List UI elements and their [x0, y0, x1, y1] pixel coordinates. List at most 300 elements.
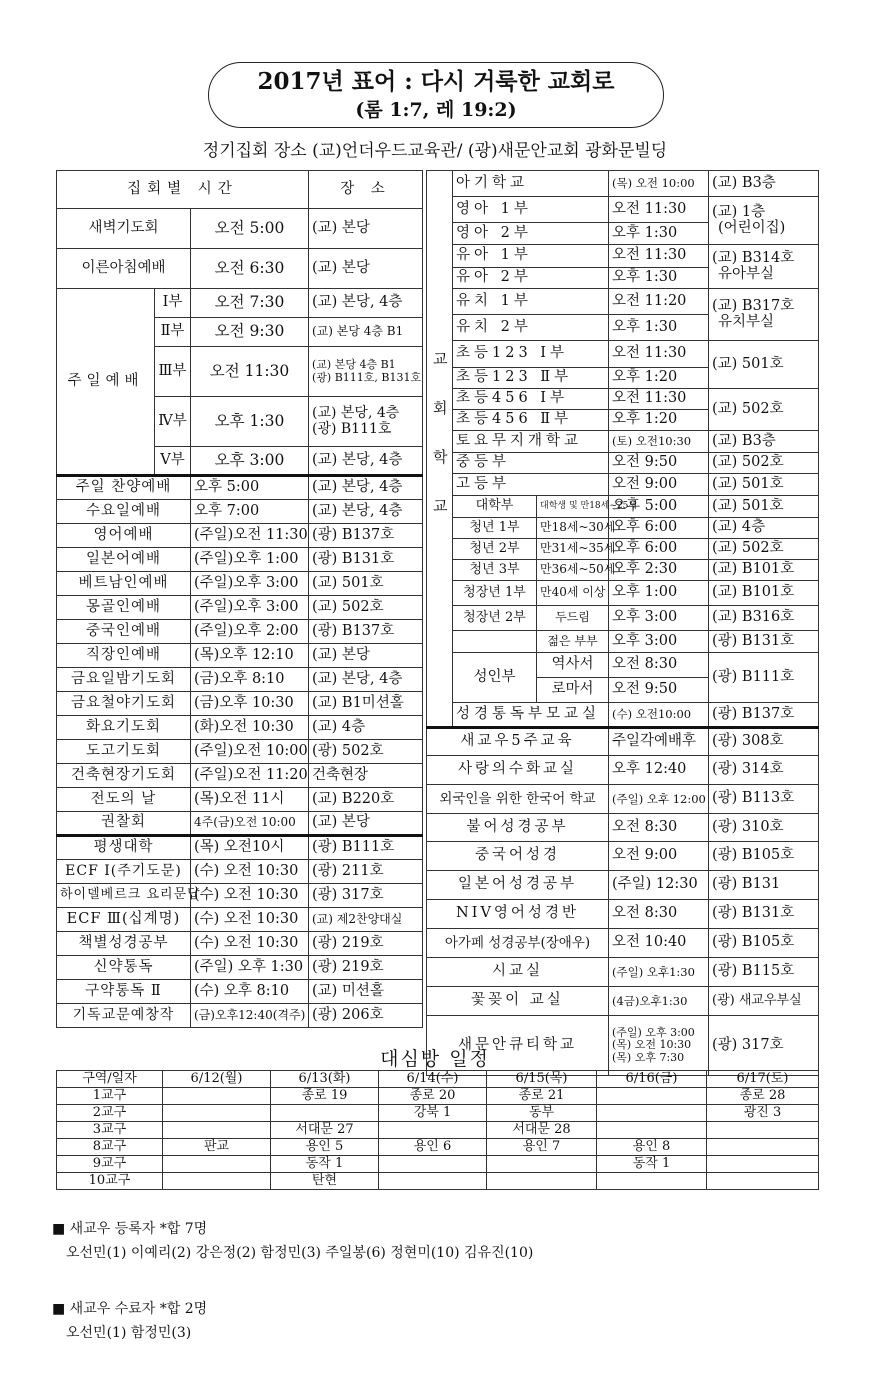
meeting-place: (광) 219호: [309, 932, 423, 956]
meeting-place: (교) 본당: [309, 812, 423, 836]
place-line: (교) 본당, 4층: [312, 294, 403, 311]
table-row: [427, 728, 819, 756]
table-row: [57, 764, 423, 788]
meeting-time: (수) 오전 10:30: [191, 884, 309, 908]
place-line: (광) B131호: [712, 632, 795, 649]
meeting-place: (교) B220호: [309, 788, 423, 812]
note-registered-body: 오선민(1) 이예리(2) 강은정(2) 함정민(3) 주일봉(6) 정현미(10) 김유진(10): [66, 1245, 534, 1261]
table-row: [57, 1122, 819, 1139]
meeting-time: (수) 오전 10:30: [191, 860, 309, 884]
meeting-place: (교) 본당, 4층: [309, 476, 423, 500]
time-line: (목) 오후 7:30: [612, 1050, 685, 1064]
table-row: [57, 980, 423, 1004]
table-row: [57, 1105, 819, 1122]
class-name: 청년 1부: [453, 518, 537, 539]
class-time: 오후 1:30: [609, 268, 709, 289]
table-row: [427, 496, 819, 518]
program-time: 오전 9:00: [609, 842, 709, 871]
class-name: 중등부: [453, 453, 609, 474]
visit-cell: 종로 28: [707, 1088, 819, 1105]
table-row: [57, 1088, 819, 1105]
meeting-time: (주일)오후 3:00: [191, 572, 309, 596]
table-row: [427, 900, 819, 929]
table-row: [57, 476, 423, 500]
visit-cell: [487, 1156, 597, 1173]
table-row: [427, 560, 819, 581]
program-time: 주일각예배후: [609, 728, 709, 756]
table-row: [57, 572, 423, 596]
table-row: [57, 716, 423, 740]
note-registered: [52, 1218, 533, 1262]
class-name: 초등456 Ⅱ부: [453, 410, 609, 431]
program-place: (광) B105호: [709, 842, 819, 871]
table-row: [427, 842, 819, 871]
program-place: (광) 308호: [709, 728, 819, 756]
table-row: [427, 871, 819, 900]
meeting-time: (목)오후 12:10: [191, 644, 309, 668]
visit-cell: 탄현: [271, 1173, 379, 1190]
motto-banner: [208, 62, 664, 128]
meeting-name: 건축현장기도회: [57, 764, 191, 788]
meeting-place: (광) B111호: [309, 836, 423, 860]
class-place: [709, 245, 819, 289]
program-place: (광) 310호: [709, 814, 819, 842]
place-line: (교) 501호: [712, 475, 784, 492]
table-row: [427, 958, 819, 987]
class-time: 오전 9:50: [609, 453, 709, 474]
motto-title: 2017년 표어 : 다시 거룩한 교회로: [257, 68, 615, 95]
meeting-place: (교) B1미션홀: [309, 692, 423, 716]
place-line: (교) B101호: [712, 561, 795, 578]
visit-cell: [597, 1088, 707, 1105]
table-row: [427, 431, 819, 453]
meeting-time: (주일)오후 1:00: [191, 548, 309, 572]
meeting-time: 오전 6:30: [191, 249, 309, 289]
table-row: [427, 539, 819, 560]
program-name: 아가페 성경공부(장애우): [427, 929, 609, 958]
meeting-name: 중국인예배: [57, 620, 191, 644]
table-row: [427, 606, 819, 631]
note-registered-title: ■ 새교우 등록자 *합 7명: [52, 1221, 208, 1237]
meeting-time: (화)오전 10:30: [191, 716, 309, 740]
meeting-time: (수) 오후 8:10: [191, 980, 309, 1004]
table-row: [57, 740, 423, 764]
place-line-2: 유아부실: [718, 265, 775, 282]
class-time: 오전 8:30: [609, 653, 709, 678]
table-row: [427, 245, 819, 268]
meeting-place: (광) B137호: [309, 620, 423, 644]
place-line-2: (광) B111호, B131호: [312, 370, 422, 384]
meeting-place: [309, 347, 423, 397]
meeting-time: (주일) 오후 1:30: [191, 956, 309, 980]
visit-cell: 서대문 27: [271, 1122, 379, 1139]
school-schedule-table: [426, 170, 819, 1076]
class-name: 영아 1부: [453, 197, 609, 223]
program-time: 오후 12:40: [609, 756, 709, 785]
table-row: [57, 1004, 423, 1028]
program-time: 오전 10:40: [609, 929, 709, 958]
meeting-place: (교) 4층: [309, 716, 423, 740]
class-target: 두드림: [537, 606, 609, 631]
visit-cell: 강북 1: [379, 1105, 487, 1122]
table-row: [427, 171, 819, 197]
district-label: 8교구: [57, 1139, 163, 1156]
class-place: [709, 539, 819, 560]
church-school-label: 교회학교: [427, 171, 453, 728]
visit-cell: 동작 1: [271, 1156, 379, 1173]
table-row: [427, 987, 819, 1016]
class-time: 오후 1:30: [609, 315, 709, 341]
district-label: 10교구: [57, 1173, 163, 1190]
class-name: 청년 3부: [453, 560, 537, 581]
meeting-place: (교) 제2찬양대실: [309, 908, 423, 932]
class-time: 오후 3:00: [609, 606, 709, 631]
table-row: [57, 548, 423, 572]
class-name: 토요무지개학교: [453, 431, 609, 453]
place-line: (교) 502호: [712, 454, 784, 471]
class-target: 젊은 부부: [537, 631, 609, 653]
meeting-name: 영어예배: [57, 524, 191, 548]
program-name: 새교우5주교육: [427, 728, 609, 756]
note-completed-title: ■ 새교우 수료자 *합 2명: [52, 1301, 208, 1317]
meeting-place: (교) 본당: [309, 209, 423, 249]
meeting-name: 직장인예배: [57, 644, 191, 668]
service-number: Ⅲ부: [155, 347, 191, 397]
place-line: (교) 본당, 4층: [312, 405, 400, 422]
class-name: 청년 2부: [453, 539, 537, 560]
visit-cell: [271, 1105, 379, 1122]
meeting-time: (금)오후 10:30: [191, 692, 309, 716]
meeting-time: (주일)오후 2:00: [191, 620, 309, 644]
class-place: [709, 703, 819, 728]
class-name: 성경통독부모교실: [453, 703, 609, 728]
class-target: 대학생 및 만18세~25세: [537, 496, 609, 518]
visit-cell: 판교: [163, 1139, 271, 1156]
table-row: [427, 518, 819, 539]
program-name: 사랑의수화교실: [427, 756, 609, 785]
place-line: (광) B137호: [712, 705, 795, 722]
class-time: (목) 오전 10:00: [609, 171, 709, 197]
table-row: [427, 703, 819, 728]
program-time: (주일) 12:30: [609, 871, 709, 900]
class-name: 고등부: [453, 474, 609, 496]
column-header: 6/17(토): [707, 1071, 819, 1088]
class-place: [709, 496, 819, 518]
meeting-place: (광) 219호: [309, 956, 423, 980]
table-row: [57, 836, 423, 860]
meeting-place: (교) 미션홀: [309, 980, 423, 1004]
class-time: 오후 5:00: [609, 496, 709, 518]
visit-cell: 동부: [487, 1105, 597, 1122]
meeting-place: (광) B131호: [309, 548, 423, 572]
column-header: 6/13(화): [271, 1071, 379, 1088]
visit-cell: [163, 1122, 271, 1139]
program-time: (4금)오후1:30: [609, 987, 709, 1016]
meeting-place: (교) 본당: [309, 644, 423, 668]
class-time: 오전 11:30: [609, 197, 709, 223]
column-header: 6/15(목): [487, 1071, 597, 1088]
place-line-2: 유치부실: [718, 313, 775, 330]
place-line: (교) 4층: [712, 519, 766, 536]
meeting-name: ECF Ⅲ(십계명): [57, 908, 191, 932]
meeting-name: 몽골인예배: [57, 596, 191, 620]
table-row: [57, 644, 423, 668]
table-row: [427, 929, 819, 958]
meeting-place: [309, 397, 423, 447]
meeting-time: (목)오전 11시: [191, 788, 309, 812]
visit-cell: [707, 1139, 819, 1156]
visit-cell: 용인 5: [271, 1139, 379, 1156]
class-name: 아기학교: [453, 171, 609, 197]
meeting-name: 평생대학: [57, 836, 191, 860]
class-name: 유치 1부: [453, 289, 609, 315]
meeting-place: (광) 502호: [309, 740, 423, 764]
table-row: [57, 668, 423, 692]
place-line: (교) 502호: [712, 400, 784, 417]
class-name: 초등123 Ⅱ부: [453, 368, 609, 389]
meeting-name: 새벽기도회: [57, 209, 191, 249]
class-time: 오후 6:00: [609, 539, 709, 560]
meeting-time: (주일)오전 11:20: [191, 764, 309, 788]
meeting-name: 수요일예배: [57, 500, 191, 524]
column-header: 6/12(월): [163, 1071, 271, 1088]
class-time: 오후 2:30: [609, 560, 709, 581]
class-name: 대학부: [453, 496, 537, 518]
class-place: [709, 171, 819, 197]
visit-cell: [597, 1122, 707, 1139]
meeting-time: (금)오후12:40(격주): [191, 1004, 309, 1028]
class-time: 오전 9:50: [609, 678, 709, 703]
place-line: (교) 본당, 4층: [312, 451, 403, 468]
meeting-time: 오전 11:30: [191, 347, 309, 397]
class-time: 오후 1:30: [609, 223, 709, 245]
table-row: [57, 596, 423, 620]
visit-cell: 종로 20: [379, 1088, 487, 1105]
district-label: 3교구: [57, 1122, 163, 1139]
meeting-time: 오후 5:00: [191, 476, 309, 500]
program-name: 꽃꽂이 교실: [427, 987, 609, 1016]
district-label: 2교구: [57, 1105, 163, 1122]
location-line: 정기집회 장소 (교)언더우드교육관/ (광)새문안교회 광화문빌딩: [202, 141, 668, 161]
table-row: [427, 289, 819, 315]
meeting-place: [309, 447, 423, 476]
place-line: (교) B101호: [712, 584, 795, 601]
daesim-title: 대심방 일정: [380, 1048, 490, 1070]
meeting-place: (교) 본당, 4층: [309, 668, 423, 692]
meeting-name: 화요기도회: [57, 716, 191, 740]
program-time: 오전 8:30: [609, 900, 709, 929]
table-row: [427, 653, 819, 678]
header-time: 집회별 시간: [57, 171, 309, 209]
table-row: [57, 209, 423, 249]
class-place: [709, 631, 819, 653]
program-name: 시교실: [427, 958, 609, 987]
class-name: 유아 1부: [453, 245, 609, 268]
visit-cell: [487, 1173, 597, 1190]
time-line: (목) 오전 10:30: [612, 1038, 692, 1052]
table-row: [57, 788, 423, 812]
table-row: [57, 1071, 819, 1088]
meeting-place: 건축현장: [309, 764, 423, 788]
place-line: (교) 501호: [712, 355, 784, 372]
visit-cell: 종로 21: [487, 1088, 597, 1105]
visit-cell: [163, 1088, 271, 1105]
class-time: 오후 3:00: [609, 631, 709, 653]
class-place: [709, 606, 819, 631]
table-row: [57, 908, 423, 932]
visit-cell: [379, 1122, 487, 1139]
column-header: 구역/일자: [57, 1071, 163, 1088]
class-time: 오후 1:20: [609, 410, 709, 431]
program-place: (광) 314호: [709, 756, 819, 785]
meeting-place: (교) 501호: [309, 572, 423, 596]
class-name: 청장년 1부: [453, 581, 537, 606]
table-row: [57, 692, 423, 716]
district-label: 1교구: [57, 1088, 163, 1105]
meeting-place: [309, 289, 423, 318]
meeting-time: 오후 1:30: [191, 397, 309, 447]
visit-cell: [707, 1173, 819, 1190]
program-name: 불어성경공부: [427, 814, 609, 842]
table-row: [57, 956, 423, 980]
place-line: (교) B316호: [712, 609, 795, 626]
class-time: 오전 11:30: [609, 389, 709, 410]
place-line: (교) B3층: [712, 432, 776, 449]
meeting-place: (교) 본당: [309, 249, 423, 289]
class-time: 오후 6:00: [609, 518, 709, 539]
visit-cell: 용인 8: [597, 1139, 707, 1156]
visit-cell: 종로 19: [271, 1088, 379, 1105]
meeting-name: 금요일밤기도회: [57, 668, 191, 692]
place-line-2: (광) B111호: [312, 420, 392, 437]
visit-cell: 용인 7: [487, 1139, 597, 1156]
meeting-time: (주일)오후 3:00: [191, 596, 309, 620]
visit-cell: [707, 1156, 819, 1173]
table-row: [57, 1156, 819, 1173]
table-row: [57, 1173, 819, 1190]
class-place: [709, 289, 819, 341]
class-place: [709, 581, 819, 606]
program-time: (주일) 오후1:30: [609, 958, 709, 987]
class-name: 유치 2부: [453, 315, 609, 341]
meeting-schedule-table: [56, 170, 423, 1028]
place-line: (교) 1층: [712, 203, 766, 220]
table-row: [427, 389, 819, 410]
class-place: [709, 389, 819, 431]
class-name: 성인부: [453, 653, 537, 703]
program-place: (광) B105호: [709, 929, 819, 958]
place-line: (교) 본당 4층 B1: [312, 324, 404, 339]
table-row: [427, 453, 819, 474]
table-row: [427, 631, 819, 653]
program-name: 외국인을 위한 한국어 학교: [427, 785, 609, 814]
program-place: (광) B113호: [709, 785, 819, 814]
table-row: [57, 860, 423, 884]
program-name: 일본어성경공부: [427, 871, 609, 900]
meeting-place: (광) B137호: [309, 524, 423, 548]
meeting-name: ECF Ⅰ(주기도문): [57, 860, 191, 884]
meeting-name: 주일 찬양예배: [57, 476, 191, 500]
class-place: [709, 474, 819, 496]
program-place: (광) B115호: [709, 958, 819, 987]
meeting-name: 일본어예배: [57, 548, 191, 572]
visit-cell: 동작 1: [597, 1156, 707, 1173]
meeting-time: 4주(금)오전 10:00: [191, 812, 309, 836]
program-name: 새문안큐티학교: [427, 1016, 609, 1076]
visit-cell: 서대문 28: [487, 1122, 597, 1139]
meeting-time: (주일)오전 10:00: [191, 740, 309, 764]
meeting-name: 금요철야기도회: [57, 692, 191, 716]
class-place: [709, 341, 819, 389]
meeting-place: (광) 317호: [309, 884, 423, 908]
class-target: 만36세~50세: [537, 560, 609, 581]
service-number: Ⅰ부: [155, 289, 191, 318]
class-place: [709, 518, 819, 539]
class-target: 만31세~35세: [537, 539, 609, 560]
visit-cell: 광진 3: [707, 1105, 819, 1122]
meeting-place: (광) 206호: [309, 1004, 423, 1028]
program-place: (광) B131: [709, 871, 819, 900]
meeting-place: [309, 318, 423, 347]
meeting-name: 하이델베르크 요리문답: [57, 884, 191, 908]
daesim-table: [56, 1070, 819, 1190]
service-number: Ⅱ부: [155, 318, 191, 347]
class-name: [453, 631, 537, 653]
table-row: [57, 932, 423, 956]
place-line: (교) 본당 4층 B1: [312, 358, 396, 372]
visit-cell: [597, 1173, 707, 1190]
place-line-2: (어린이집): [718, 219, 786, 236]
meeting-time: (금)오후 8:10: [191, 668, 309, 692]
table-row: [57, 249, 423, 289]
table-row: [57, 1139, 819, 1156]
place-line: (교) B317호: [712, 297, 795, 314]
visit-cell: [379, 1173, 487, 1190]
class-time: 오전 11:30: [609, 245, 709, 268]
meeting-name: 구약통독 Ⅱ: [57, 980, 191, 1004]
class-time: 오후 1:00: [609, 581, 709, 606]
table-row: [57, 171, 423, 209]
table-row: [427, 756, 819, 785]
meeting-time: 오전 9:30: [191, 318, 309, 347]
program-name: NIV영어성경반: [427, 900, 609, 929]
class-place: [709, 431, 819, 453]
district-label: 9교구: [57, 1156, 163, 1173]
place-line: (광) B111호: [712, 668, 795, 685]
meeting-name: 권찰회: [57, 812, 191, 836]
meeting-time: 오전 5:00: [191, 209, 309, 249]
meeting-time: (목) 오전10시: [191, 836, 309, 860]
meeting-time: 오후 7:00: [191, 500, 309, 524]
class-name: 영아 2부: [453, 223, 609, 245]
table-row: [427, 474, 819, 496]
meeting-name: 기독교문예창작: [57, 1004, 191, 1028]
class-target: 만40세 이상: [537, 581, 609, 606]
meeting-name: 베트남인예배: [57, 572, 191, 596]
meeting-name: 이른아침예배: [57, 249, 191, 289]
class-name: 초등456 Ⅰ부: [453, 389, 609, 410]
program-place: (광) B131호: [709, 900, 819, 929]
visit-cell: [597, 1105, 707, 1122]
class-time: 오전 11:20: [609, 289, 709, 315]
meeting-place: (교) 본당, 4층: [309, 500, 423, 524]
table-row: [57, 500, 423, 524]
meeting-place: (광) 211호: [309, 860, 423, 884]
class-target: 만18세~30세: [537, 518, 609, 539]
table-row: [57, 524, 423, 548]
service-number: Ⅴ부: [155, 447, 191, 476]
meeting-name: 도고기도회: [57, 740, 191, 764]
